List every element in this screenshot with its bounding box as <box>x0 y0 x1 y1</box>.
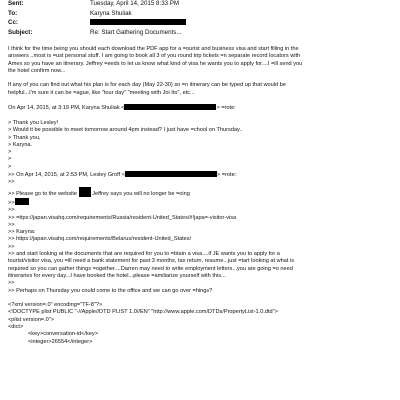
quote-line: >> <box>8 179 15 186</box>
quote-line: itineraries for every day...I have booked the hotel...please =amiliarize yourself with this... <box>8 272 226 279</box>
quote-line: >> Karyna: <box>8 229 36 236</box>
quote-line: > Thank you Lesley! <box>8 119 59 126</box>
quote-attribution-end: > =rote: <box>216 105 236 112</box>
to-label: To: <box>8 9 18 17</box>
email-body <box>8 46 392 346</box>
sent-value: Tuesday, April 14, 2015 8:33 PM <box>90 0 180 7</box>
quote-line <box>8 198 392 207</box>
xml-line: <?xml version=.0" encoding="TF-8"?> <box>8 302 103 309</box>
quoted-thread <box>8 120 392 295</box>
subject-value: Re: Start Gathering Documents... <box>90 28 182 36</box>
quote-line: >> <box>8 243 15 250</box>
quote-attribution-start: On Apr 14, 2015, at 3:19 PM, Karyna Shuliak < <box>8 105 125 112</box>
quote-attribution-end: > =rote: <box>216 172 237 179</box>
redaction-bar <box>124 104 216 110</box>
quote-text: Jeffrey says you will no longer be =oing <box>92 190 190 197</box>
cc-value <box>90 19 186 26</box>
quote-line: > <box>8 163 12 170</box>
quote-text: >> Please go to the website <box>8 190 78 197</box>
xml-line: <key>conversation-id</key> <box>28 331 98 338</box>
cc-row <box>8 19 388 29</box>
quote-line: >> <box>8 221 15 228</box>
quote-line: > <box>8 156 12 163</box>
quote-attribution <box>8 104 392 112</box>
spacer <box>8 295 392 302</box>
sent-label: Sent: <box>8 0 24 7</box>
xml-line: <dict> <box>8 323 24 330</box>
redaction-bar <box>15 198 29 205</box>
to-row <box>8 10 388 20</box>
redaction-bar <box>90 19 186 25</box>
quote-line: >> and start looking at the documents that are required for you to =btain a visa....if JE wants you to apply for a <box>8 251 280 258</box>
sent-row <box>8 0 388 10</box>
quote-line <box>8 187 392 198</box>
redaction-bar <box>79 187 91 197</box>
quote-text: >> <box>8 199 15 206</box>
body-line: answers ..most is =ust personal stuff. I am going to book all 3 of you round trip tickets =n separate record locators with <box>8 53 301 60</box>
quote-line: required so you can gather things =ogether....Darren may need to write employment letters...you are going =o need <box>8 265 293 272</box>
body-line: helpful...I'm sure it can be =ague, like "tour day" "meeting with Joi Ito", etc... <box>8 89 195 96</box>
quote-link: >> https://japan.visahq.com/requirements/Belarus/resident-United_States/ <box>8 236 192 243</box>
quote-line: tourist/visitor visa, you =ill need a bank statement for past 3 months, tax return, resume...just =tart looking at what is <box>8 258 295 265</box>
body-line: the hotel confirm now... <box>8 67 66 74</box>
quote-line: >> <box>8 207 15 214</box>
quote-line: >> Perhaps on Thursday you could come to the office and we can go over =hings? <box>8 287 213 294</box>
paragraph-2 <box>8 82 392 97</box>
quote-line: >> <box>8 280 15 287</box>
quote-attribution <box>8 171 392 179</box>
subject-label: Subject: <box>8 28 33 36</box>
quoted-intro <box>8 104 392 112</box>
body-line: If any of you can find out what his plan is for each day (May 22-30) so =n itinerary can be typed up that would be <box>8 82 286 89</box>
quote-link: >> =ttps://japan.visahq.com/requirements/Russia/resident-United_States/#!japa=-visitor-visa <box>8 214 237 221</box>
redaction-bar <box>125 171 217 177</box>
email-header <box>8 0 388 38</box>
quote-line: > <box>8 149 12 156</box>
xml-line: <integer>26554</integer> <box>28 338 93 345</box>
xml-line: <!DOCTYPE plist PUBLIC "-//Apple//DTD PLIST 1.0//EN" "http://www.apple.com/DTDs/PropertyList-1.0.dtd"> <box>8 309 278 316</box>
quote-line: > Thank you, <box>8 134 41 141</box>
quote-attribution-start: >> On Apr 14, 2015, at 2:53 PM, Lesley Groff < <box>8 172 125 179</box>
body-line: Amex so you have an itinerary. Jeffrey =eeds to let us know what kind of visa he wants you to apply for....I =ill send you <box>8 60 303 67</box>
subject-row <box>8 29 388 39</box>
xml-block <box>8 302 392 346</box>
paragraph-1 <box>8 46 392 75</box>
quote-line: > Karyna. <box>8 141 33 148</box>
body-line: I think for the time being you should each download the PDF app for a =ourist and business visa and start filling in the <box>8 46 299 52</box>
xml-line: <plist version=.0"> <box>8 316 54 323</box>
quote-line: > Would it be possible to meet tomorrow around 4pm instead? I just have =chool on Thursday.. <box>8 127 243 134</box>
to-value: Karyna Shuliak <box>90 9 132 17</box>
cc-label: Cc: <box>8 19 18 26</box>
